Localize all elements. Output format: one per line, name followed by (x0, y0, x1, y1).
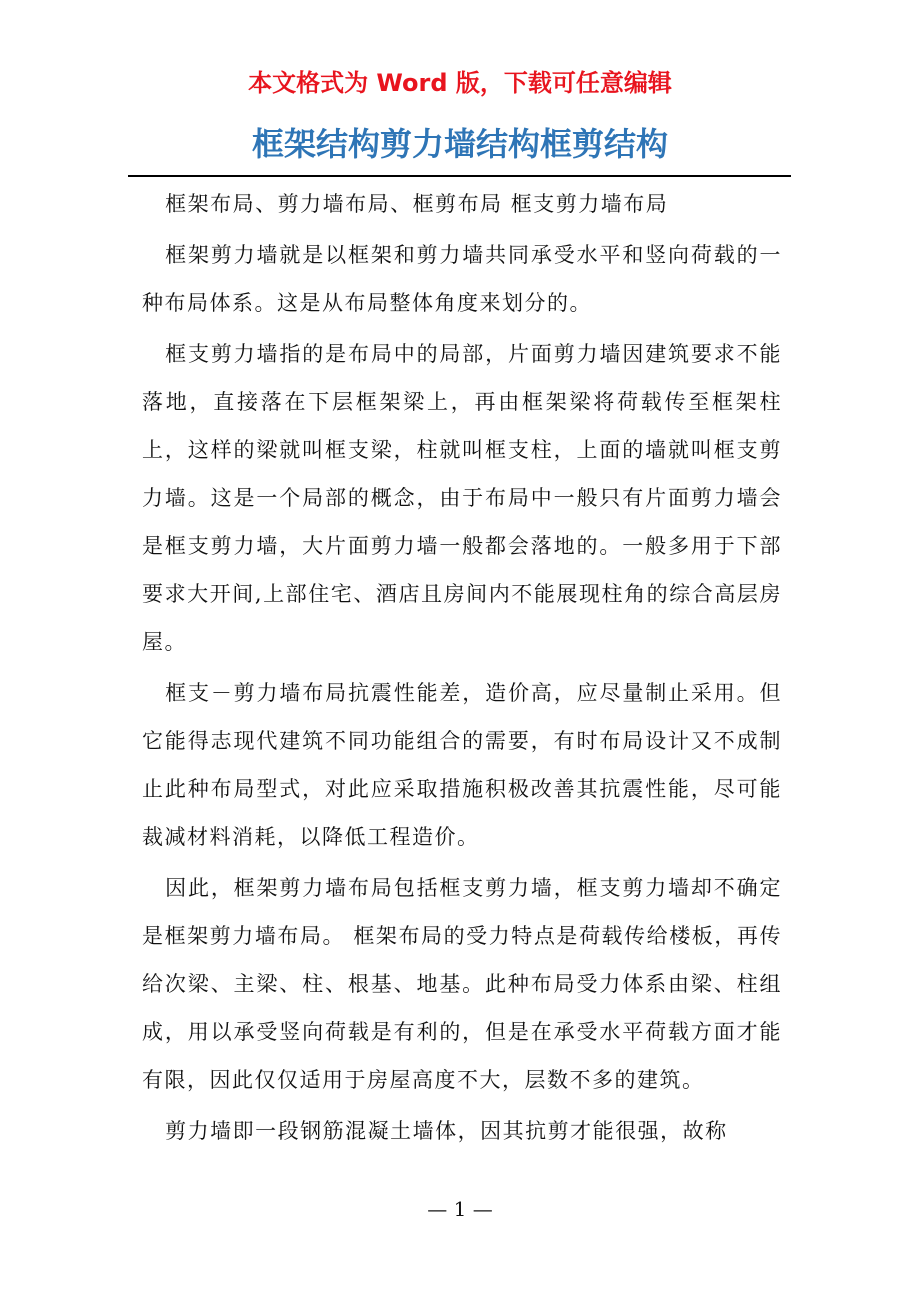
paragraph: 剪力墙即一段钢筋混凝土墙体，因其抗剪才能很强，故称 (165, 1119, 728, 1143)
download-notice: 本文格式为 Word 版，下载可任意编辑 (248, 69, 672, 97)
paragraph: 因此，框架剪力墙布局包括框支剪力墙，框支剪力墙却不确定是框架剪力墙布局。 框架布局的受力特点是荷载传给楼板，再传给次梁、主梁、柱、根基、地基。此种布局受力体系由梁、柱组成，用以承受竖向荷载是有利的，但是在承受水平荷载方面才能有限，因此仅仅适用于房屋高度不大，层数不多的建筑。 (142, 876, 782, 1092)
paragraph: 框支剪力墙指的是布局中的局部，片面剪力墙因建筑要求不能落地，直接落在下层框架梁上，再由框架梁将荷载传至框架柱上，这样的梁就叫框支梁，柱就叫框支柱，上面的墙就叫框支剪力墙。这是一个局部的概念，由于布局中一般只有片面剪力墙会是框支剪力墙，大片面剪力墙一般都会落地的。一般多用于下部要求大开间,上部住宅、酒店且房间内不能展现柱角的综合高层房屋。 (142, 342, 782, 654)
document-title: 框架结构剪力墙结构框剪结构 (251, 125, 668, 163)
document-body (142, 180, 782, 1158)
paragraph: 框架剪力墙就是以框架和剪力墙共同承受水平和竖向荷载的一种布局体系。这是从布局整体角度来划分的。 (142, 243, 782, 315)
paragraph: 框支－剪力墙布局抗震性能差，造价高，应尽量制止采用。但它能得志现代建筑不同功能组合的需要，有时布局设计又不成制止此种布局型式，对此应采取措施积极改善其抗震性能，尽可能裁减材料消耗，以降低工程造价。 (142, 681, 782, 849)
paragraph: 框架布局、剪力墙布局、框剪布局 框支剪力墙布局 (165, 192, 669, 216)
title-divider (128, 175, 791, 177)
page-number: — 1 — (427, 1197, 493, 1221)
